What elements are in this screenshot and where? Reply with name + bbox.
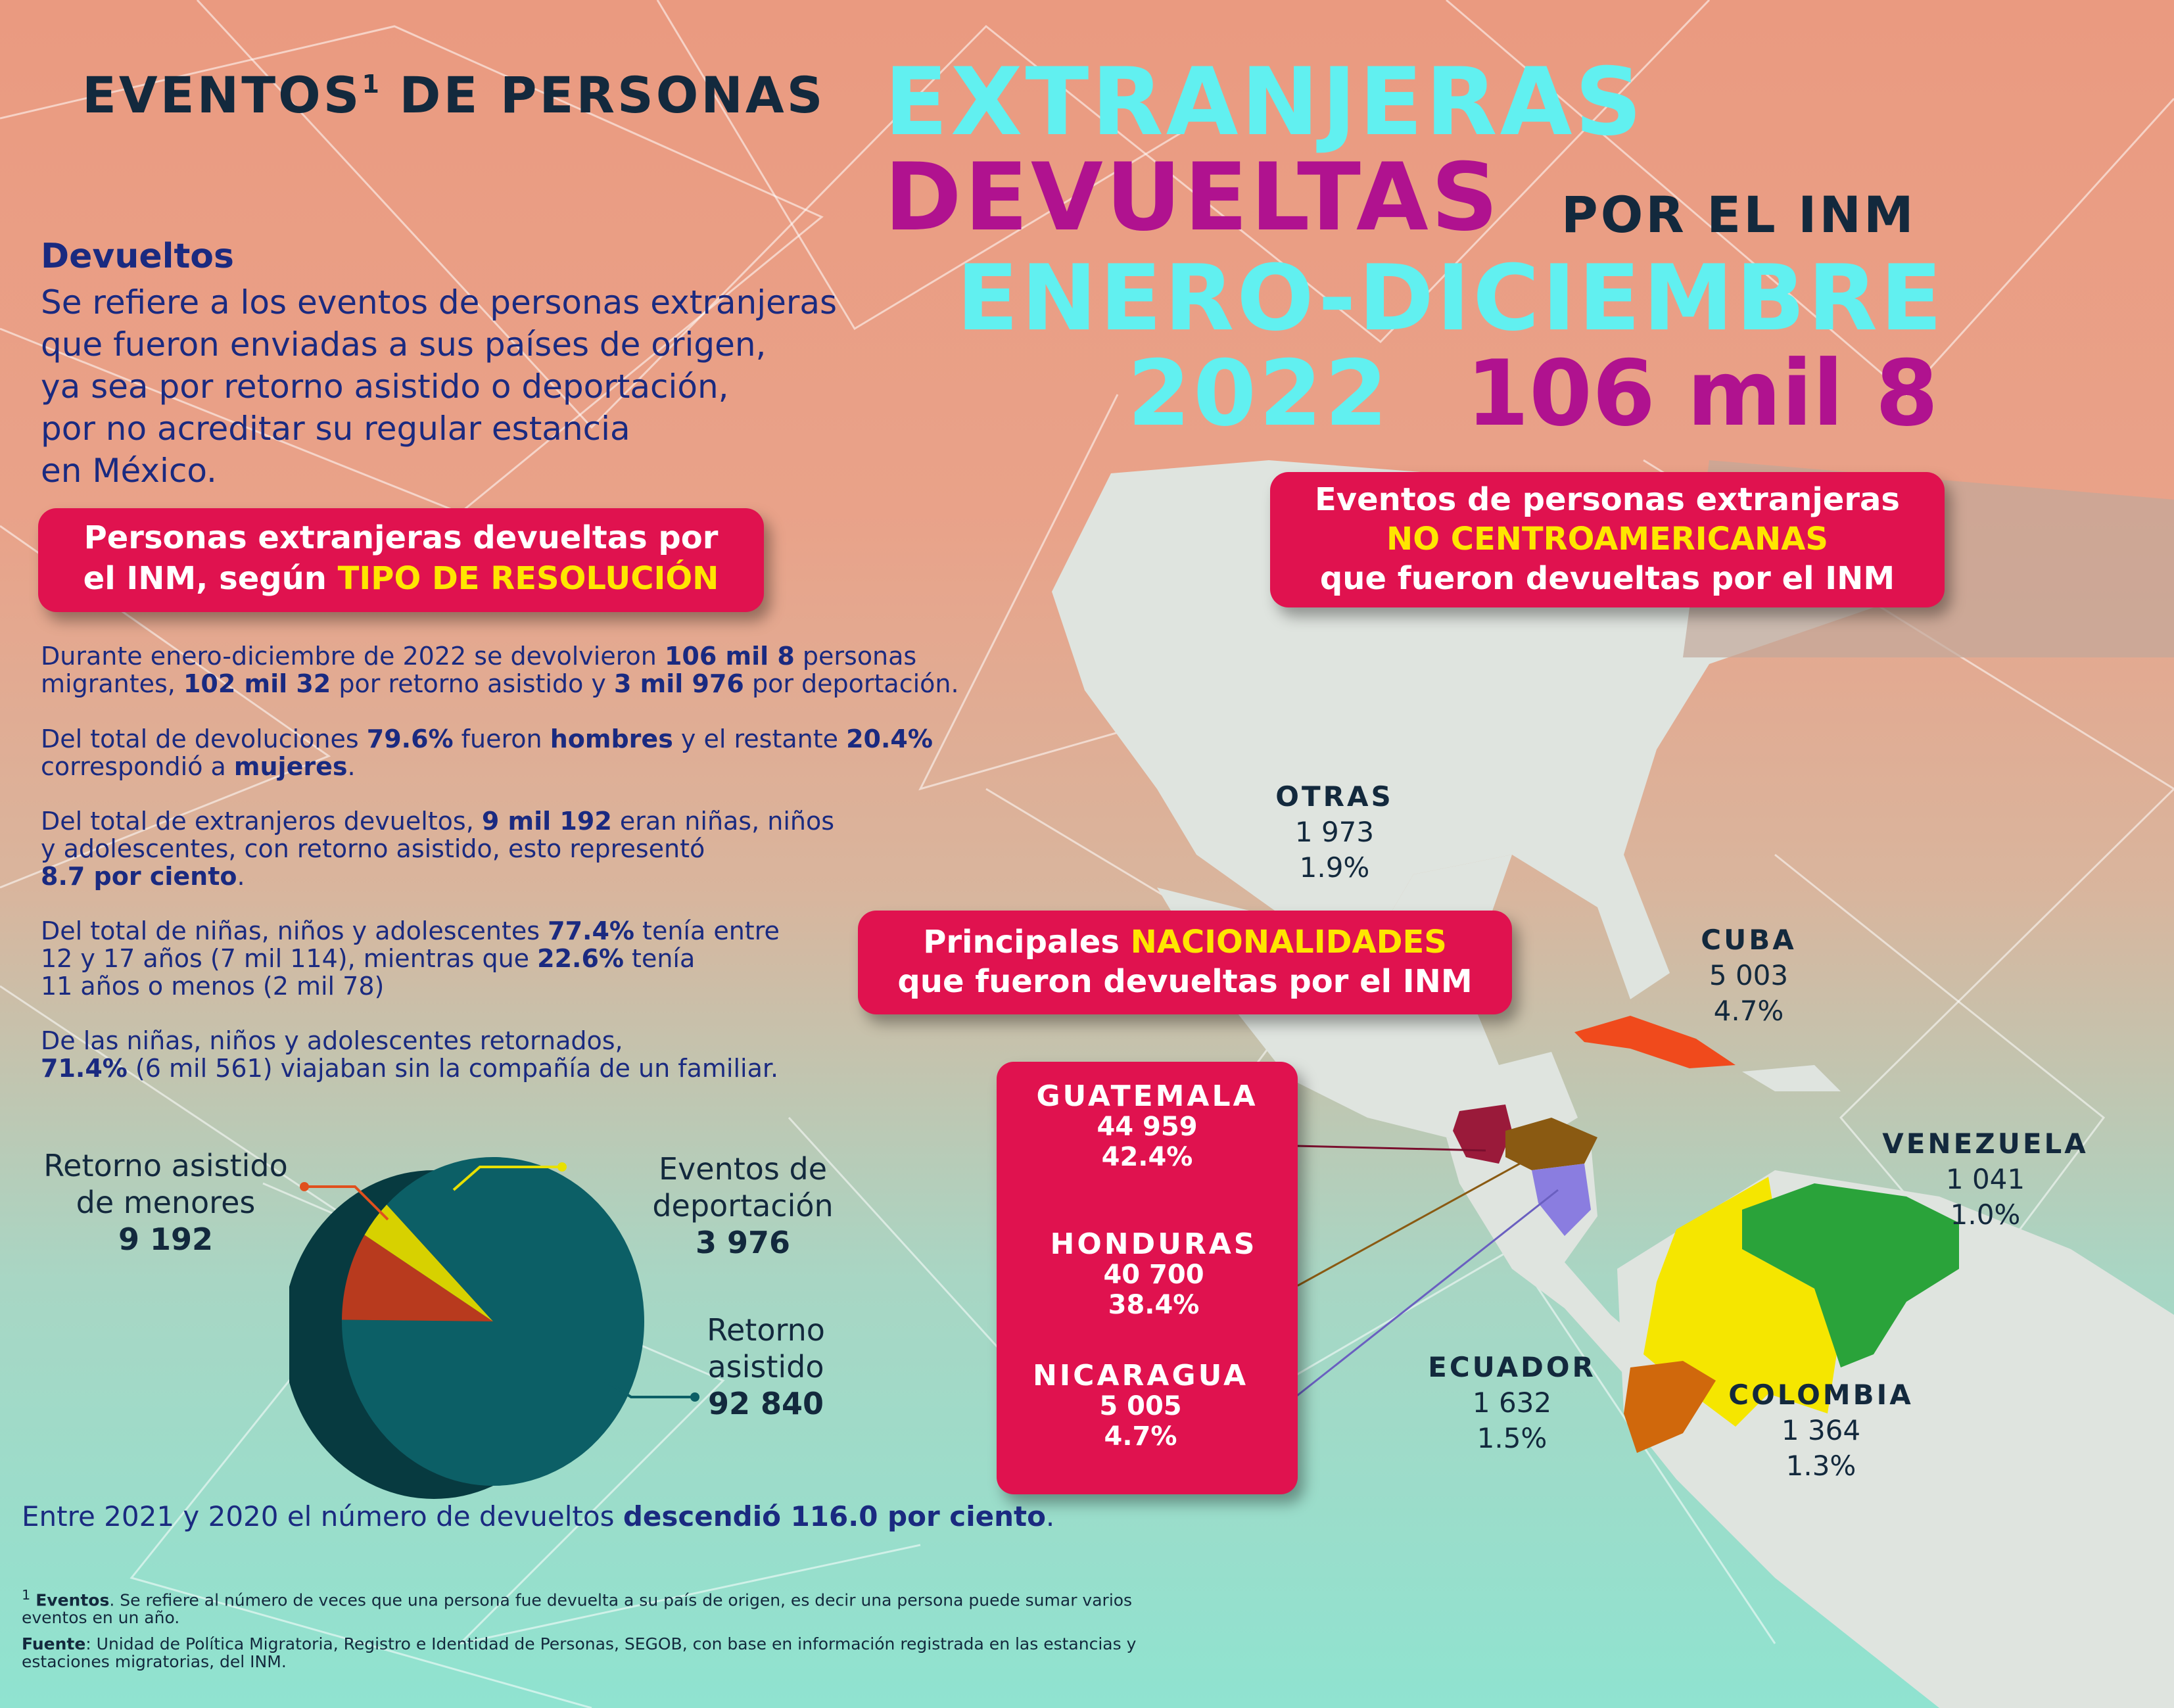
country-honduras: HONDURAS 40 700 38.4% — [1050, 1227, 1258, 1320]
country-otras: OTRAS 1 973 1.9% — [1275, 780, 1394, 884]
pie-label-deportacion: Eventos de deportación 3 976 — [652, 1151, 834, 1260]
paragraph-sexo: Del total de devoluciones 79.6% fueron hombres y el restante 20.4% correspondió a mujeres. — [41, 724, 933, 781]
country-venezuela: VENEZUELA 1 041 1.0% — [1882, 1127, 2089, 1231]
paragraph-nna: Del total de extranjeros devueltos, 9 mil 192 eran niñas, niños y adolescentes, con retorno asistido, esto representó 8.7 por ciento. — [41, 807, 835, 891]
pie-label-menores: Retorno asistido de menores 9 192 — [43, 1148, 288, 1257]
title-line3: DEVUELTAS — [884, 143, 1501, 252]
country-guatemala: GUATEMALA 44 959 42.4% — [1036, 1079, 1258, 1172]
country-colombia: COLOMBIA 1 364 1.3% — [1728, 1379, 1914, 1482]
section-nacionalidades: Principales NACIONALIDADES que fueron devueltas por el INM — [858, 911, 1512, 1014]
title-year: 2022 — [1127, 341, 1391, 446]
country-cuba: CUBA 5 003 4.7% — [1701, 924, 1797, 1027]
paragraph-no-acompanados: De las niñas, niños y adolescentes retornados, 71.4% (6 mil 561) viajaban sin la compañía de un familiar. — [41, 1026, 779, 1083]
title-total: 106 mil 8 — [1466, 341, 1939, 446]
paragraph-edades: Del total de niñas, niños y adolescentes 77.4% tenía entre 12 y 17 años (7 mil 114), mientras que 22.6% tenía 11 años o menos (2 mil 78) — [41, 916, 780, 1001]
pie-chart — [289, 1137, 657, 1525]
pie-label-asistido: Retorno asistido 92 840 — [707, 1312, 825, 1421]
map-antilles — [1742, 1065, 1841, 1091]
title-line3-suffix: POR EL INM — [1561, 185, 1916, 244]
country-nicaragua: NICARAGUA 5 005 4.7% — [1032, 1359, 1248, 1452]
bottom-sentence: Entre 2021 y 2020 el número de devueltos descendió 116.0 por ciento. — [22, 1500, 1055, 1532]
section-tipo-resolucion: Personas extranjeras devueltas por el INM, según TIPO DE RESOLUCIÓN — [38, 508, 764, 612]
title-period: ENERO-DICIEMBRE — [957, 245, 1945, 351]
title-line2: EXTRANJERAS — [884, 48, 1645, 156]
footnote-fuente: Fuente: Unidad de Política Migratoria, Registro e Identidad de Personas, SEGOB, con base en información registrada en las estancias y estaciones migratorias, del INM. — [22, 1634, 1137, 1671]
definition-text: Se refiere a los eventos de personas extranjeras que fueron enviadas a sus países de origen, ya sea por retorno asistido o deportación, por no acreditar su regular estancia en México. — [41, 283, 838, 490]
title-line1: EVENTOS$^1$ DE PERSONAS — [82, 66, 826, 124]
definition-title: Devueltos — [41, 237, 234, 276]
section-no-centroamericanas: Eventos de personas extranjeras NO CENTROAMERICANAS que fueron devueltas por el INM — [1270, 472, 1945, 607]
country-ecuador: ECUADOR 1 632 1.5% — [1428, 1351, 1596, 1454]
footnote-eventos: $^1$ Eventos. Se refiere al número de veces que una persona fue devuelta a su país de origen, es decir una persona puede sumar varios eventos en un año. — [22, 1587, 1133, 1628]
paragraph-total: Durante enero-diciembre de 2022 se devolvieron 106 mil 8 personas migrantes, 102 mil 32 por retorno asistido y 3 mil 976 por deportación. — [41, 642, 959, 698]
